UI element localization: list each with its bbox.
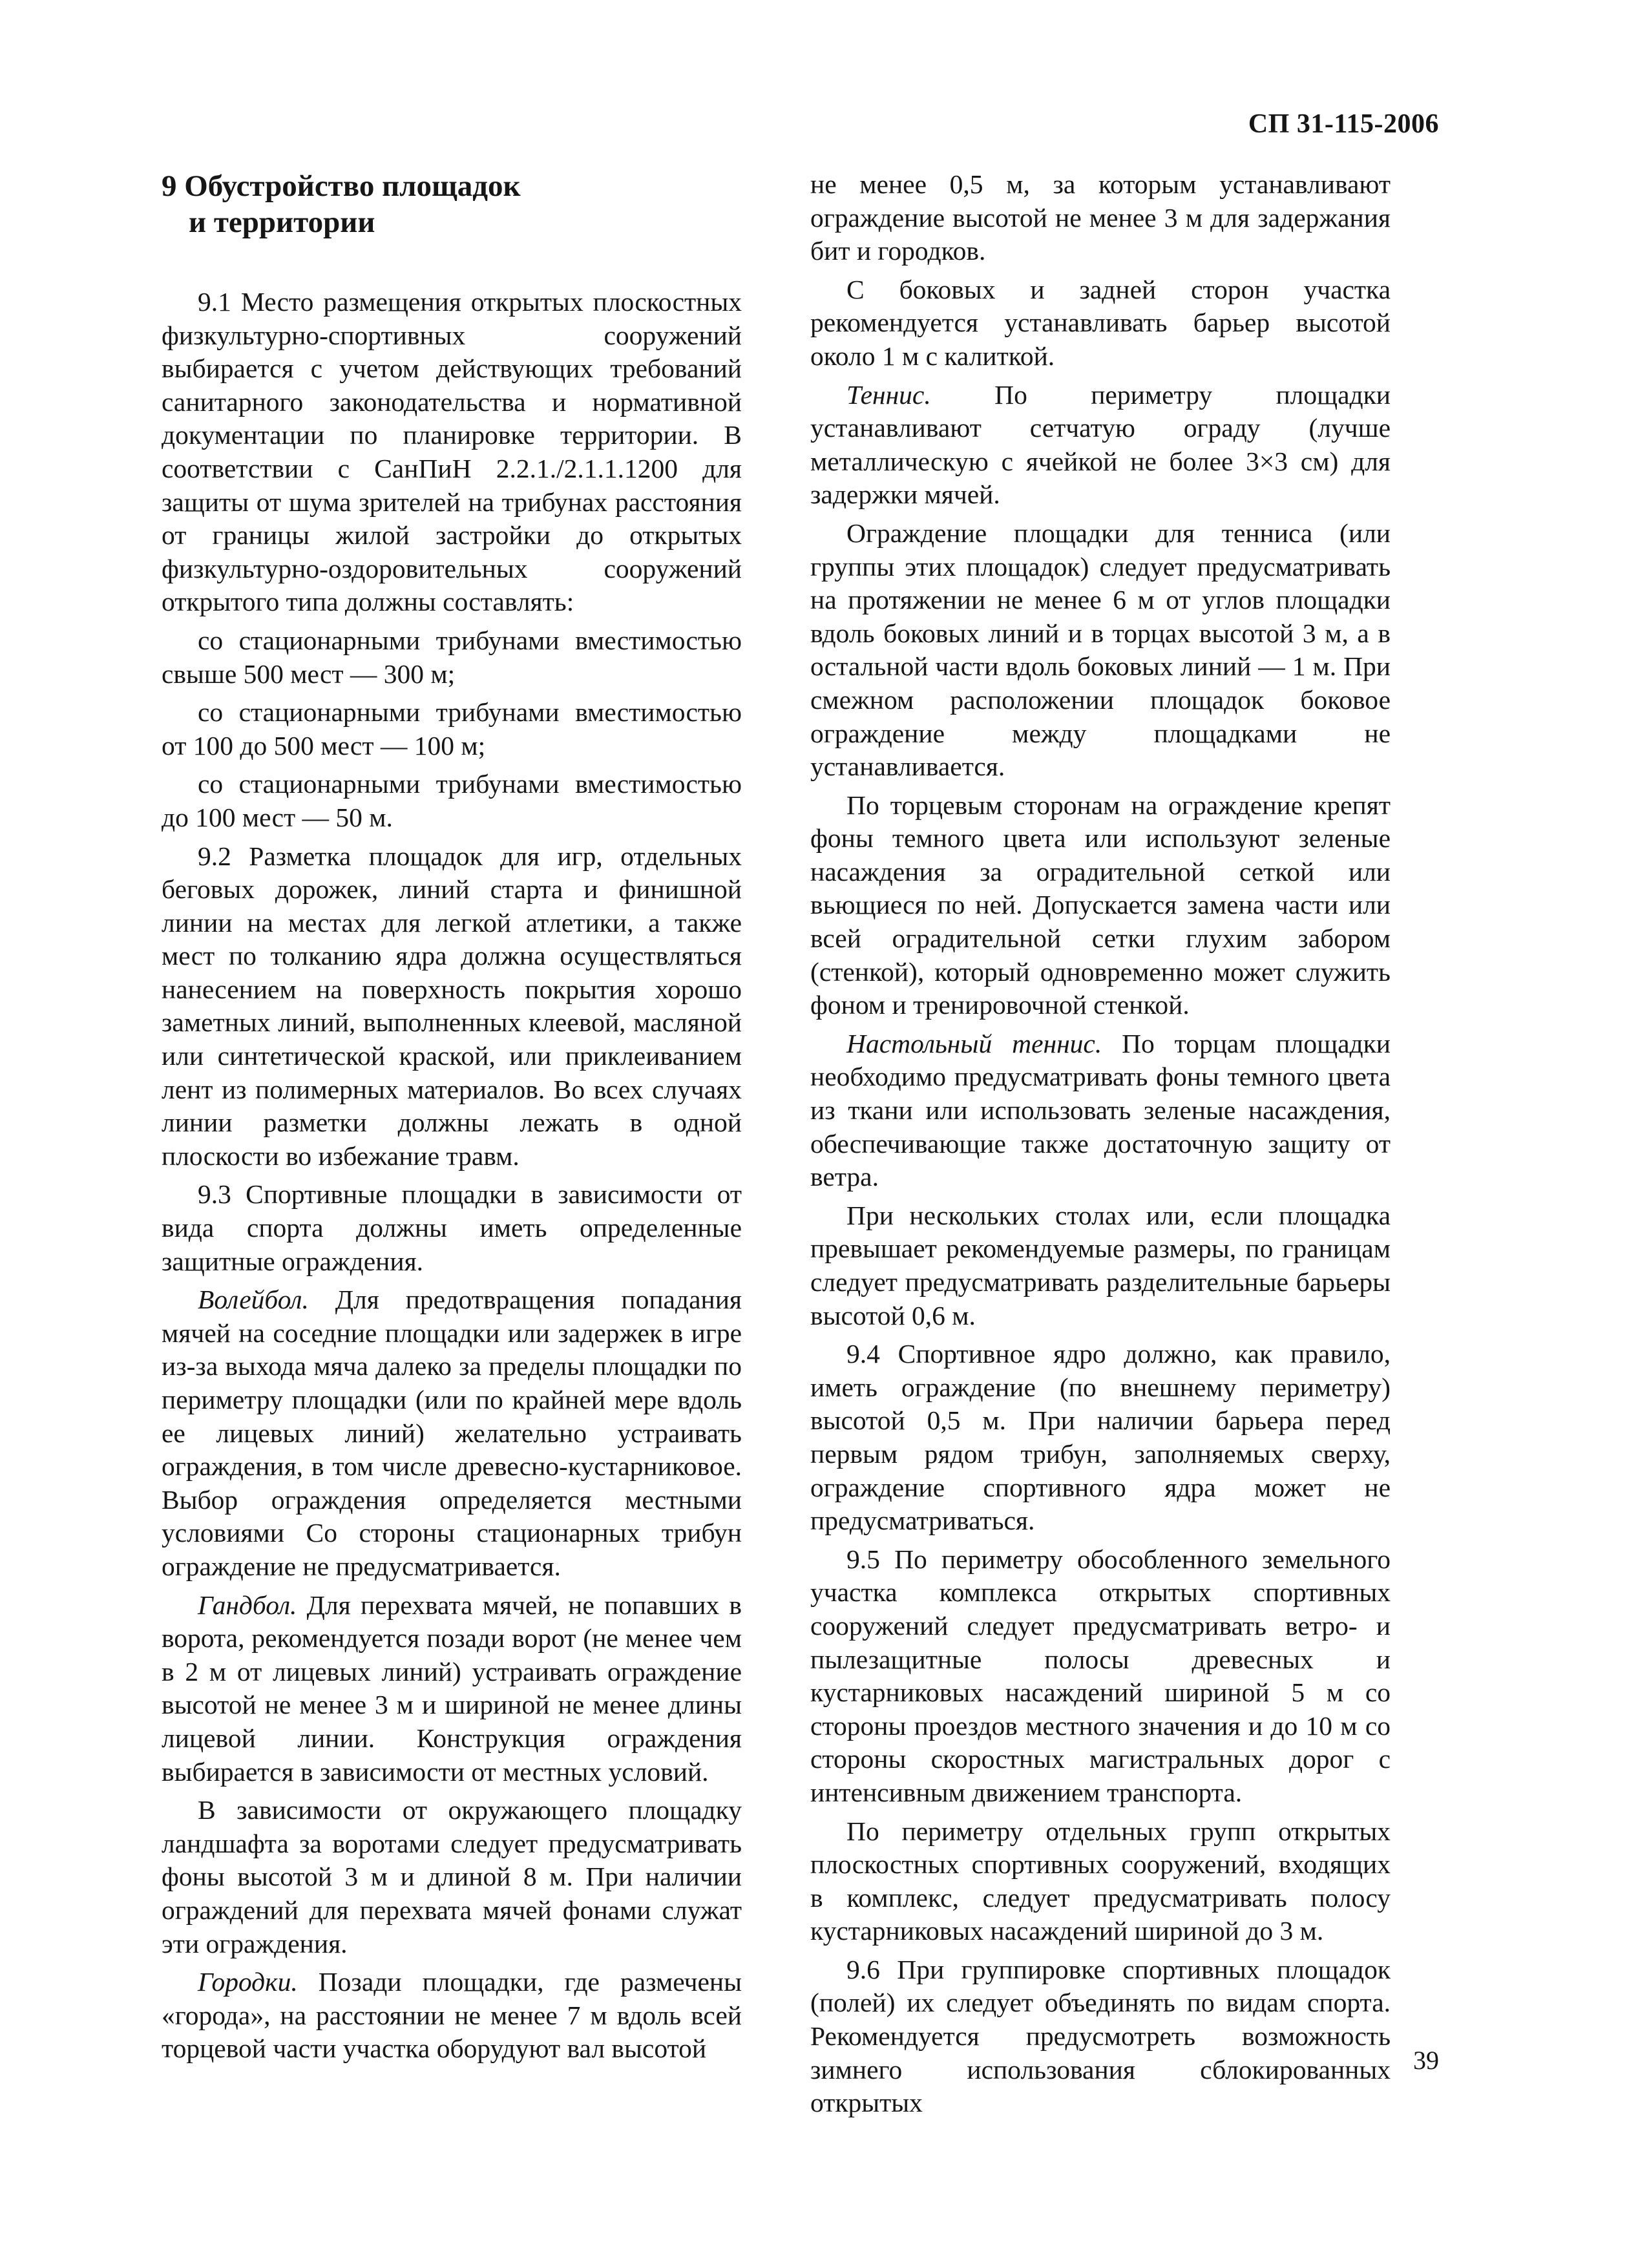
run-in-handball: Гандбол. xyxy=(198,1590,297,1620)
text-gorodki: Позади площадки, где размечены «города», на расстоянии не менее 7 м вдоль всей торцевой части участка оборудуют вал высотой xyxy=(162,1967,742,2064)
run-in-gorodki: Городки. xyxy=(198,1967,298,1997)
paragraph-gorodki xyxy=(162,1966,742,2066)
paragraph-9-6: 9.6 При группировке спортивных площадок (полей) их следует объединять по видам спорта. Рекомендуется предусмотреть возможность зимнего использования сблокированных открытых xyxy=(810,1954,1391,2118)
section-title xyxy=(162,168,742,240)
paragraph-9-1: 9.1 Место размещения открытых плоскостных физкультурно-спортивных сооружений выбирается с учетом действующих требований санитарного законодательства и нормативной документации по планировке территории. В соответствии с СанПиН 2.2.1./2.1.1.1200 для защиты от шума зрителей на трибунах расстояния от границы жилой застройки до открытых физкультурно-оздоровительных сооружений открытого типа должны составлять: xyxy=(162,287,742,617)
paragraph-gorodki-sides: С боковых и задней сторон участка рекомендуется устанавливать барьер высотой около 1 м с калиткой. xyxy=(810,274,1391,371)
paragraph-table-tennis-barriers: При нескольких столах или, если площадка превышает рекомендуемые размеры, по границам следует предусматривать разделительные барьеры высотой 0,6 м. xyxy=(810,1200,1391,1330)
list-item-under-100: со стационарными трибунами вместимостью до 100 мест — 50 м. xyxy=(162,769,742,832)
paragraph-tennis xyxy=(810,379,1391,512)
section-title-line-2: и территории xyxy=(189,205,375,239)
paragraph-9-3: 9.3 Спортивные площадки в зависимости от вида спорта должны иметь определенные защитные ограждения. xyxy=(162,1179,742,1276)
paragraph-tennis-fencing: Ограждение площадки для тенниса (или группы этих площадок) следует предусматривать на протяжении не менее 6 м от углов площадки вдоль боковых линий и в торцах высотой 3 м, а в остальной части вдоль боковых линий — 1 м. При смежном расположении площадок боковое ограждение между площадками не устанавливается. xyxy=(810,518,1391,782)
text-table-tennis: По торцам площадки необходимо предусматривать фоны темного цвета из ткани или использовать зеленые насаждения, обеспечивающие также достаточную защиту от ветра. xyxy=(810,1028,1391,1192)
list-item-over-500: со стационарными трибунами вместимостью свыше 500 мест — 300 м; xyxy=(162,625,742,689)
paragraph-gorodki-continued: не менее 0,5 м, за которым устанавливают ограждение высотой не менее 3 м для задержания бит и городков. xyxy=(810,169,1391,266)
paragraph-handball-backgrounds: В зависимости от окружающего площадку ландшафта за воротами следует предусматривать фоны высотой 3 м и длиной 8 м. При наличии ограждений для перехвата мячей фонами служат эти ограждения. xyxy=(162,1795,742,1958)
document-code-header: СП 31-115-2006 xyxy=(1248,109,1439,139)
text-tennis: По периметру площадки устанавливают сетчатую ограду (лучше металлическую с ячейкой не более 3×3 см) для задержки мячей. xyxy=(810,379,1391,510)
paragraph-tennis-backgrounds: По торцевым сторонам на ограждение крепят фоны темного цвета или используют зеленые насаждения за оградительной сеткой или вьющиеся по ней. Допускается замена части или всей оградительной сетки глухим забором (стенкой), который одновременно может служить фоном и тренировочной стенкой. xyxy=(810,790,1391,1020)
paragraph-9-4: 9.4 Спортивное ядро должно, как правило, иметь ограждение (по внешнему периметру) высотой 0,5 м. При наличии барьера перед первым рядом трибун, заполняемых сверху, ограждение спортивного ядра может не предусматриваться. xyxy=(810,1339,1391,1536)
left-column xyxy=(162,168,742,2071)
paragraph-9-2: 9.2 Разметка площадок для игр, отдельных беговых дорожек, линий старта и финишной линии на местах для легкой атлетики, а также мест по толканию ядра должна осуществляться нанесением на поверхность покрытия хорошо заметных линий, выполненных клеевой, масляной или синтетической краской, или приклеиванием лент из полимерных материалов. Во всех случаях линии разметки должны лежать в одной плоскости во избежание травм. xyxy=(162,841,742,1171)
paragraph-table-tennis xyxy=(810,1027,1391,1194)
text-volleyball: Для предотвращения попадания мячей на соседние площадки или задержек в игре из-за выхода мяча далеко за пределы площадки по периметру площадки (или по крайней мере вдоль ее лицевых линий) желательно устраивать ограждения, в том числе древесно-кустарниковое. Выбор ограждения определяется местными условиями Со стороны стационарных трибун ограждение не предусматривается. xyxy=(162,1285,742,1581)
paragraph-handball xyxy=(162,1589,742,1789)
paragraph-shrub-strip: По периметру отдельных групп открытых плоскостных спортивных сооружений, входящих в комплекс, следует предусматривать полосу кустарниковых насаждений шириной до 3 м. xyxy=(810,1816,1391,1946)
run-in-tennis: Теннис. xyxy=(846,379,931,410)
right-column xyxy=(810,168,1391,2125)
section-title-line-1: 9 Обустройство площадок xyxy=(162,169,521,203)
list-item-100-500: со стационарными трибунами вместимостью от 100 до 500 мест — 100 м; xyxy=(162,697,742,761)
paragraph-volleyball xyxy=(162,1283,742,1583)
paragraph-9-5: 9.5 По периметру обособленного земельного участка комплекса открытых спортивных сооружений следует предусматривать ветро- и пылезащитные полосы древесных и кустарниковых насаждений шириной 5 м со стороны проездов местного значения и до 10 м со стороны скоростных магистральных дорог с интенсивным движением транспорта. xyxy=(810,1544,1391,1807)
run-in-volleyball: Волейбол. xyxy=(198,1285,309,1315)
page-number: 39 xyxy=(1413,2046,1439,2075)
run-in-table-tennis: Настольный теннис. xyxy=(846,1028,1102,1058)
text-handball: Для перехвата мячей, не попавших в ворота, рекомендуется позади ворот (не менее чем в 2 м от лицевых линий) устраивать ограждение высотой не менее 3 м и шириной не менее длины лицевой линии. Конструкция ограждения выбирается в зависимости от местных условий. xyxy=(162,1590,742,1787)
